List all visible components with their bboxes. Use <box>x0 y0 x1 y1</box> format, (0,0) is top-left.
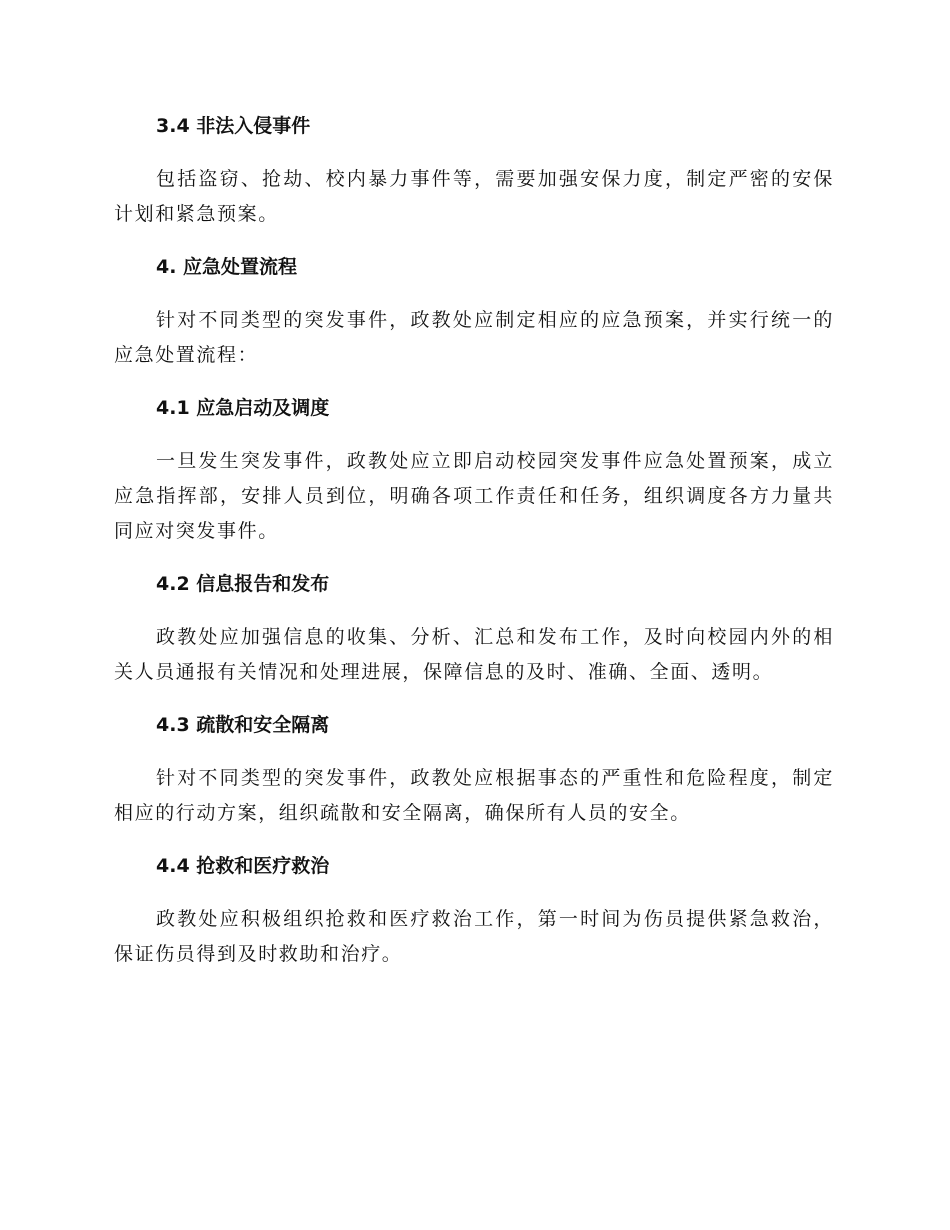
section-4-2 <box>114 566 834 707</box>
section-heading: 4.1 应急启动及调度 <box>156 397 330 419</box>
section-paragraph: 针对不同类型的突发事件，政教处应根据事态的严重性和危险程度，制定相应的行动方案，组织疏散和安全隔离，确保所有人员的安全。 <box>114 767 834 824</box>
document-body <box>114 108 834 972</box>
section-paragraph: 包括盗窃、抢劫、校内暴力事件等，需要加强安保力度，制定严密的安保计划和紧急预案。 <box>114 168 834 225</box>
section-paragraph: 政教处应积极组织抢救和医疗救治工作，第一时间为伤员提供紧急救治，保证伤员得到及时救助和治疗。 <box>114 908 834 965</box>
section-4-1 <box>114 390 834 566</box>
section-4 <box>114 249 834 390</box>
section-paragraph: 一旦发生突发事件，政教处应立即启动校园突发事件应急处置预案，成立应急指挥部，安排人员到位，明确各项工作责任和任务，组织调度各方力量共同应对突发事件。 <box>114 450 834 542</box>
section-4-3 <box>114 707 834 848</box>
section-paragraph: 针对不同类型的突发事件，政教处应制定相应的应急预案，并实行统一的应急处置流程： <box>114 309 834 366</box>
section-heading: 4.3 疏散和安全隔离 <box>156 714 330 736</box>
section-heading: 4.2 信息报告和发布 <box>156 573 330 595</box>
section-4-4 <box>114 848 834 972</box>
section-paragraph: 政教处应加强信息的收集、分析、汇总和发布工作，及时向校园内外的相关人员通报有关情况和处理进展，保障信息的及时、准确、全面、透明。 <box>114 626 834 683</box>
section-heading: 4.4 抢救和医疗救治 <box>156 855 330 877</box>
section-heading: 4. 应急处置流程 <box>156 256 298 278</box>
section-3-4 <box>114 108 834 249</box>
section-heading: 3.4 非法入侵事件 <box>156 115 311 137</box>
